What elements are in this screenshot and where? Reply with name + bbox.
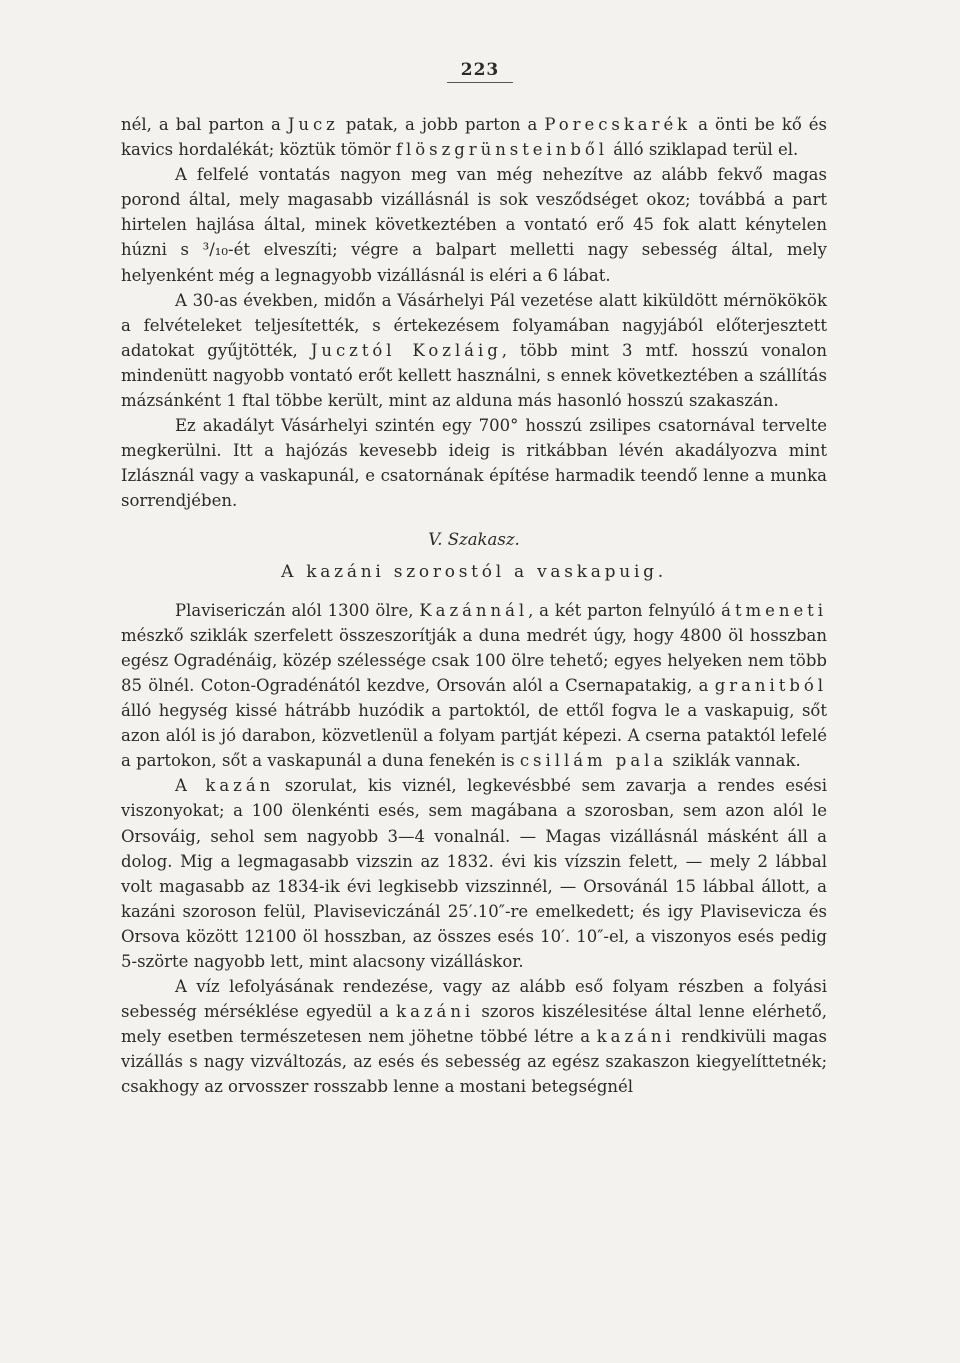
text-run: sziklák vannak. [667, 751, 801, 771]
paragraph [121, 162, 827, 287]
section-title: A kazáni szorostól a vaskapuig. [281, 561, 667, 582]
spaced-emphasis-text: Kazánnál [419, 600, 529, 620]
text-run: patak, a jobb parton a [338, 115, 545, 134]
paragraph-group-1 [121, 112, 827, 514]
spaced-emphasis-text: átmeneti [721, 600, 827, 620]
spaced-emphasis-text: flöszgrünsteinből [395, 140, 608, 160]
text-run: Plavisericzán alól 1300 ölre, [175, 600, 420, 620]
paragraph [121, 413, 827, 513]
text-run: álló hegység kissé hátrább huzódik a partoktól, de ettől fogva le a vaskapuig, sőt azon alól is jó darabon, közvetlenül a folyam partját képezi. A cserna pataktól lefelé a partokon, sőt a vaskapunál a duna fenekén is [121, 701, 827, 771]
text-run: A 30-as években, midőn a Vásárhelyi Pál vezetése alatt kiküldött mérnökökök a felvételeket teljesítették, s értekezésem folyamában nagyjából előterjesztett adatokat gyűjtötték, [121, 290, 827, 360]
spaced-emphasis-text: kazáni [596, 1027, 675, 1047]
spaced-emphasis-text: csillám pala [519, 751, 668, 771]
spaced-emphasis-text: A kazán [175, 776, 275, 796]
text-run: A víz lefolyásának rendezése, vagy az alább eső folyam részben a folyási sebesség mérséklése egyedül a [121, 977, 827, 1022]
text-run: nél, a bal parton a [121, 115, 288, 134]
spaced-emphasis-text: kazáni [396, 1002, 475, 1022]
text-run: a önti be kő és kavics hordalékát; köztük tömör [121, 115, 828, 160]
text-run: , a két parton felnyúló [528, 600, 722, 620]
text-run: rendkivüli magas vizállás s nagy vizváltozás, az esés és sebesség az egész szakaszon kiegyelíttetnék; csakhogy az orvosszer rosszabb lenne a mostani betegségnél [121, 1027, 827, 1097]
text-run: álló sziklapad terül el. [608, 140, 799, 160]
spaced-emphasis-text: Jucz [287, 115, 339, 134]
text-run: A felfelé vontatás nagyon meg van még nehezítve az alább fekvő magas porond által, mely magasabb vizállásnál is sok vesződséget okoz; továbbá a part hirtelen hajlása által, minek következtében a vontató erő 45 fok alatt kénytelen húzni s ³/₁₀-ét elveszíti; végre a balpart melletti nagy sebesség által, mely helyenként még a legnagyobb vizállásnál is eléri a 6 lábat. [121, 165, 827, 285]
text-run: , több mint 3 mtf. hosszú vonalon mindenütt nagyobb vontató erőt kellett használni, s ennek következtében a szállítás mázsánként 1 ftal többe került, mint az alduna más hasonló hosszú szakaszán. [121, 340, 827, 411]
text-run: mészkő sziklák szerfelett összeszorítják a duna medrét úgy, hogy 4800 öl hosszban egész Ogradénáig, közép szélessége csak 100 ölre tehető; egyes helyeken nem több 85 ölnél. Coton-Ogradénától kezdve, Orsován alól a Csernapatakig, a [121, 625, 827, 695]
spaced-emphasis-text: granitból [714, 675, 827, 695]
paragraph [121, 112, 827, 162]
spaced-emphasis-text: Jucztól Kozláig [310, 340, 502, 360]
text-run: Ez akadályt Vásárhelyi szintén egy 700° hosszú zsilipes csatornával tervelte megkerülni. Itt a hajózás kevesebb ideig is ritkábban lévén akadályozva mint Izlásznál vagy a vaskapunál, e csatornának építése harmadik teendő lenne a munka sorrendjében. [121, 416, 827, 511]
section-number: V. Szakasz. [428, 529, 520, 549]
paragraph [121, 598, 827, 774]
page-number: 223 [0, 60, 960, 80]
paragraph [121, 288, 827, 413]
text-run: szoros kiszélesitése által lenne elérhető, mely esetben természetesen nem jöhetne többé létre a [121, 1002, 827, 1047]
text-body [121, 112, 827, 1100]
spaced-emphasis-text: Porecskarék [544, 115, 692, 134]
paragraph [121, 974, 827, 1099]
paragraph-group-2 [121, 598, 827, 1100]
paragraph [121, 773, 827, 974]
text-run: szorulat, kis viznél, legkevésbbé sem zavarja a rendes esési viszonyokat; a 100 ölenkénti esés, sem magábana a szorosban, sem azon alól le Orsováig, sehol sem nagyobb 3—4 vonalnál. — Magas vizállásnál másként áll a dolog. Mig a legmagasabb vizszin az 1832. évi kis vízszin felett, — mely 2 lábbal volt magasabb az 1834-ik évi legkisebb vizszinnél, — Orsovánál 15 lábbal állott, a kazáni szoroson felül, Plaviseviczánál 25′.10″-re emelkedett; és igy Plavisevicza és Orsova között 12100 öl hosszban, az összes esés 10′. 10″-el, a viszonyos esés pedig 5-szörte nagyobb lett, mint alacsony vizálláskor. [121, 776, 828, 971]
